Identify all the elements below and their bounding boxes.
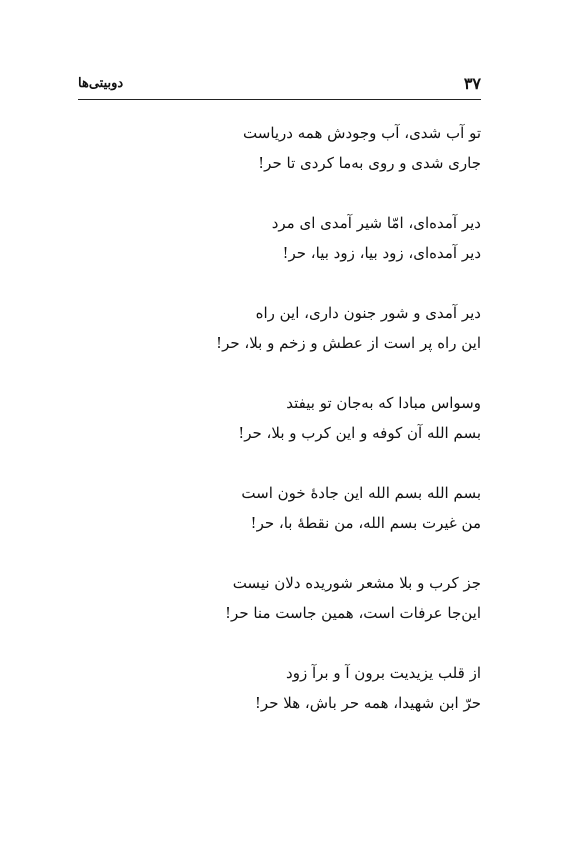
poem-body xyxy=(78,118,481,748)
page-number: ۳۷ xyxy=(463,74,481,93)
verse-line: از قلب یزیدیت برون آ و برآ زود xyxy=(286,664,481,682)
stanza xyxy=(78,388,481,478)
header-divider xyxy=(78,99,481,100)
verse-line: این‌جا عرفات است، همین جاست منا حر! xyxy=(225,604,481,622)
verse-line: جز کرب و بلا مشعر شوریده دلان نیست xyxy=(232,574,481,592)
verse-line: این راه پر است از عطش و زخم و بلا، حر! xyxy=(216,334,481,352)
stanza xyxy=(78,478,481,568)
stanza xyxy=(78,298,481,388)
stanza xyxy=(78,568,481,658)
verse-line: دیر آمده‌ای، زود بیا، زود بیا، حر! xyxy=(282,244,481,262)
stanza xyxy=(78,208,481,298)
stanza xyxy=(78,118,481,208)
verse-line: بسم الله بسم الله این جادهٔ خون است xyxy=(241,484,481,502)
verse-line: وسواس مبادا که به‌جان تو بیفتد xyxy=(286,394,481,412)
verse-line: بسم الله آن کوفه و این کرب و بلا، حر! xyxy=(238,424,481,442)
verse-line: حرّ ابن شهیدا، همه حر باش، هلا حر! xyxy=(254,694,481,712)
running-title: دوبیتی‌ها xyxy=(78,76,124,91)
verse-line: تو آب شدی، آب وجودش همه دریاست xyxy=(243,124,481,142)
page-header xyxy=(78,74,481,96)
verse-line: جاری شدی و روی به‌ما کردی تا حر! xyxy=(258,154,481,172)
verse-line: دیر آمدی و شور جنون داری، این راه xyxy=(255,304,481,322)
stanza xyxy=(78,658,481,748)
verse-line: من غیرت بسم الله، من نقطهٔ با، حر! xyxy=(250,514,481,532)
verse-line: دیر آمده‌ای، امّا شیر آمدی ای مرد xyxy=(271,214,481,232)
